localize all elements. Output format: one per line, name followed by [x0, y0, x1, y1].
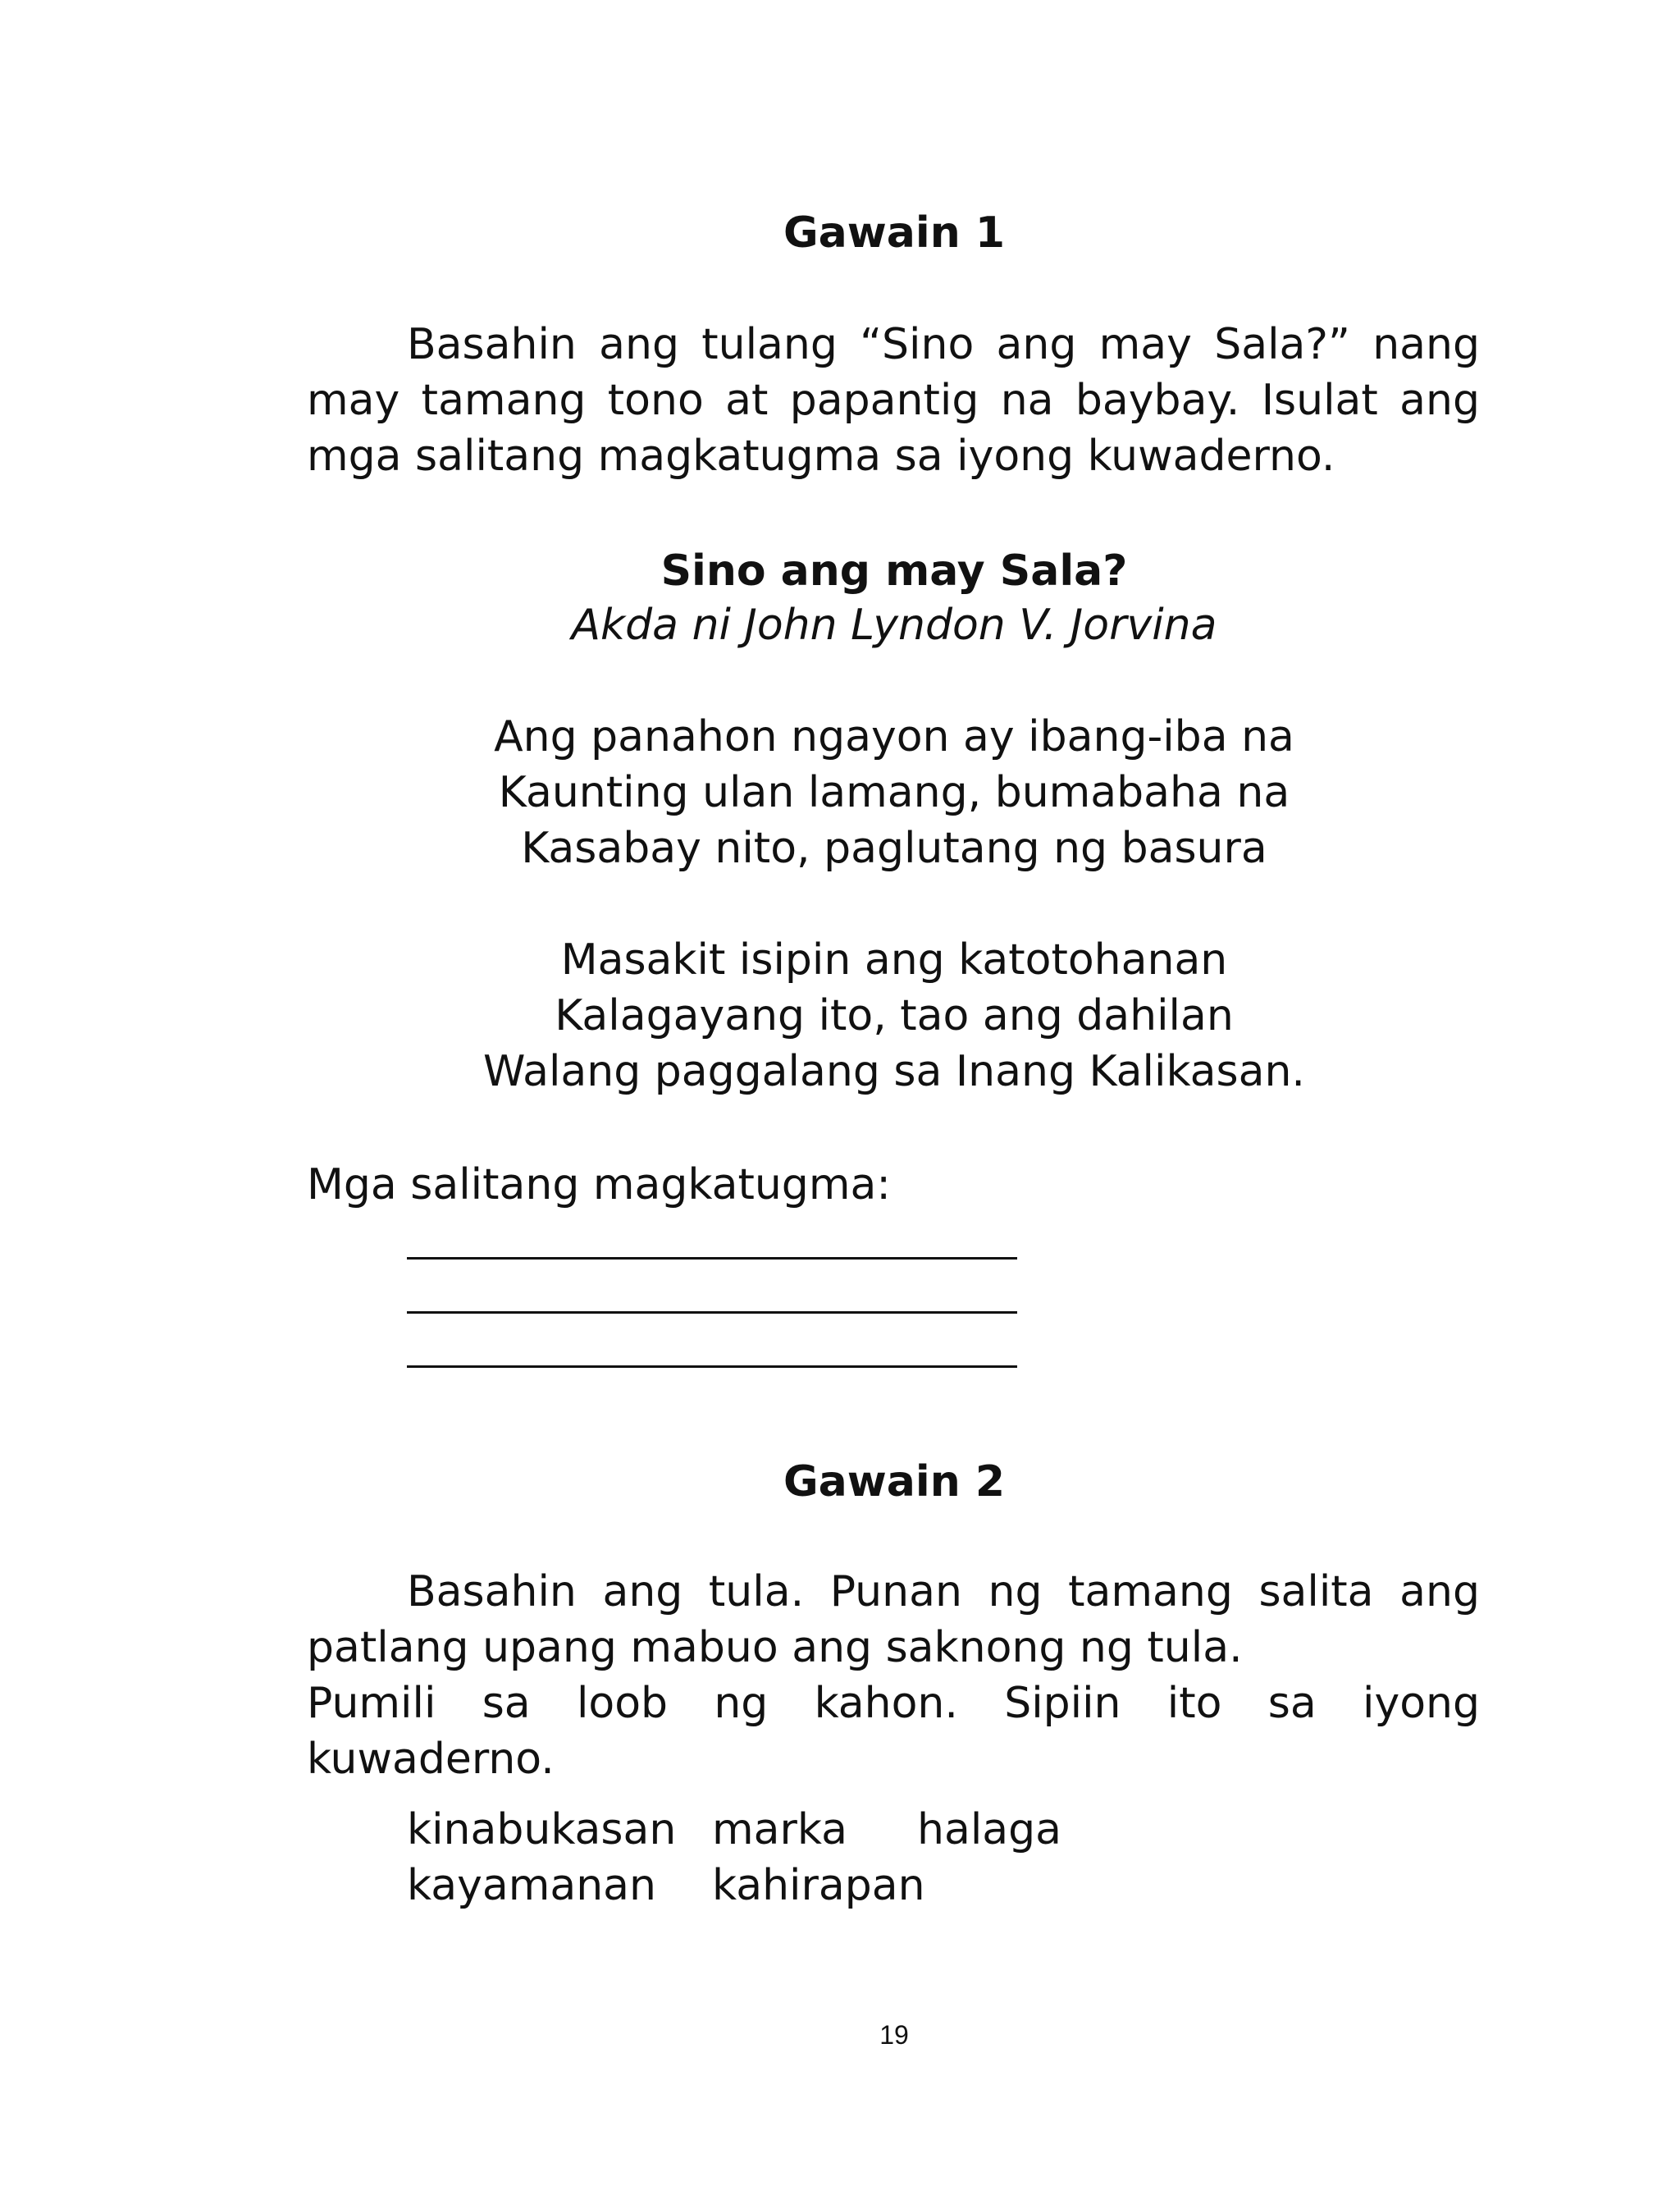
instruction-line: patlang upang mabuo ang saknong ng tula.	[307, 1623, 1243, 1672]
poem-stanza-1	[0, 709, 1680, 876]
poem-title: Sino ang may Sala?	[660, 546, 1128, 596]
word-choices-row	[407, 1802, 1061, 1858]
answer-blank-line	[407, 1311, 1017, 1314]
instruction-line: Pumili sa loob ng kahon. Sipiin ito sa iyong	[307, 1679, 1480, 1728]
poem-line: Ang panahon ngayon ay ibang-iba na	[494, 712, 1294, 761]
gawain-2-heading: Gawain 2	[783, 1457, 1006, 1506]
instruction-line: Basahin ang tulang “Sino ang may Sala?” nang	[407, 320, 1480, 369]
word-choice: kahirapan	[712, 1861, 925, 1910]
poem-line: Kalagayang ito, tao ang dahilan	[555, 991, 1234, 1040]
gawain-1-heading: Gawain 1	[783, 208, 1006, 258]
poem-stanza-2	[0, 932, 1680, 1100]
answer-blank-line	[407, 1257, 1017, 1260]
word-choices-box	[407, 1802, 1061, 1913]
poem-line: Masakit isipin ang katotohanan	[560, 935, 1228, 985]
word-choice: marka	[712, 1805, 847, 1854]
word-choice: kinabukasan	[407, 1805, 677, 1854]
gawain-2-instructions	[307, 1564, 1480, 1787]
poem-line: Kasabay nito, paglutang ng basura	[521, 824, 1267, 873]
instruction-line: kuwaderno.	[307, 1735, 555, 1784]
instruction-line: may tamang tono at papantig na baybay. Isulat ang	[307, 376, 1480, 425]
answer-label: Mga salitang magkatugma:	[307, 1160, 891, 1209]
poem-author: Akda ni John Lyndon V. Jorvina	[571, 601, 1217, 650]
instruction-line: Basahin ang tula. Punan ng tamang salita ang	[407, 1567, 1480, 1616]
page-number: 19	[879, 2020, 909, 2050]
word-choices-row	[407, 1858, 1061, 1913]
answer-blank-line	[407, 1365, 1017, 1368]
gawain-1-instructions	[307, 317, 1480, 484]
poem-line: Walang paggalang sa Inang Kalikasan.	[483, 1047, 1305, 1096]
word-choice: kayamanan	[407, 1861, 657, 1910]
instruction-line: mga salitang magkatugma sa iyong kuwaderno.	[307, 432, 1335, 481]
poem-line: Kaunting ulan lamang, bumabaha na	[498, 768, 1290, 817]
word-choice: halaga	[917, 1805, 1062, 1854]
